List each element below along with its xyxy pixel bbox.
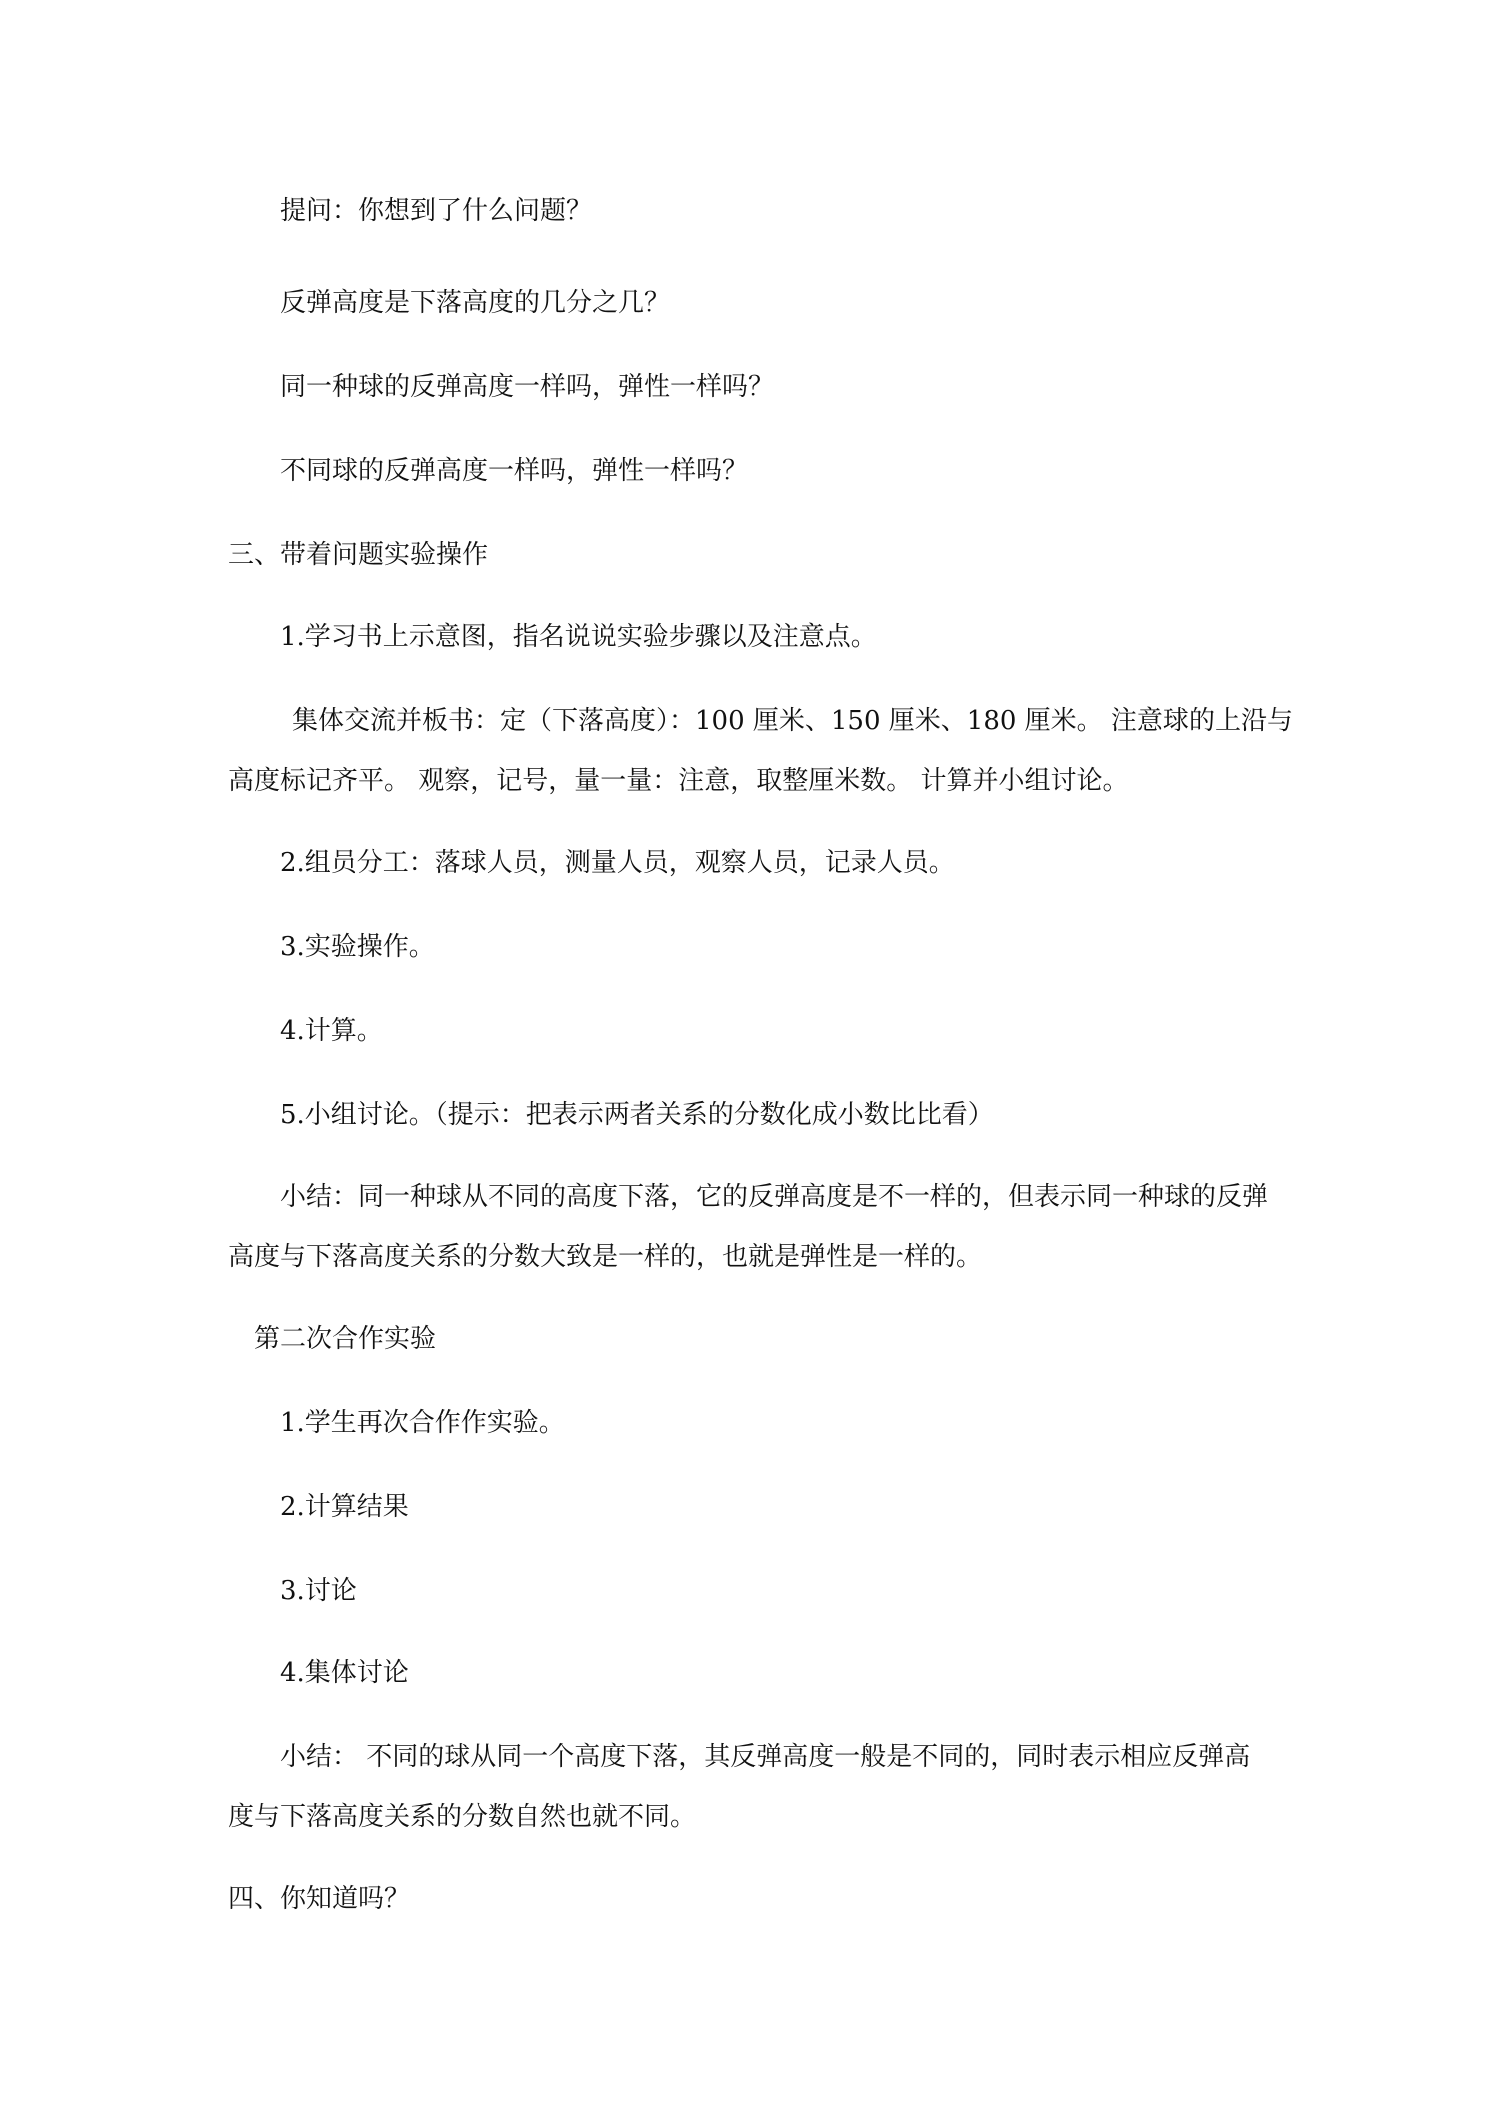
step-item: 2.组员分工：落球人员，测量人员，观察人员，记录人员。 — [280, 848, 955, 878]
question-item: 不同球的反弹高度一样吗，弹性一样吗？ — [280, 456, 749, 486]
step-item: 5.小组讨论。（提示：把表示两者关系的分数化成小数比比看） — [280, 1100, 994, 1130]
step-item: 3.实验操作。 — [280, 932, 435, 962]
step-item: 4.计算。 — [280, 1016, 383, 1046]
step-item: 2.计算结果 — [280, 1492, 409, 1522]
summary-line: 高度与下落高度关系的分数大致是一样的，也就是弹性是一样的。 — [228, 1242, 983, 1272]
question-item: 同一种球的反弹高度一样吗，弹性一样吗？ — [280, 372, 775, 402]
paragraph-line: 高度标记齐平。 观察，记号，量一量：注意，取整厘米数。 计算并小组讨论。 — [228, 766, 1129, 796]
question-prompt: 提问：你想到了什么问题？ — [280, 196, 593, 226]
step-item: 3.讨论 — [280, 1576, 357, 1606]
step-item: 4.集体讨论 — [280, 1658, 409, 1688]
step-item: 1.学生再次合作作实验。 — [280, 1408, 565, 1438]
step-item: 1.学习书上示意图，指名说说实验步骤以及注意点。 — [280, 622, 877, 652]
summary-line: 小结： 不同的球从同一个高度下落，其反弹高度一般是不同的，同时表示相应反弹高 — [280, 1742, 1251, 1772]
section-heading: 四、你知道吗？ — [228, 1884, 411, 1914]
subsection-heading: 第二次合作实验 — [254, 1324, 437, 1354]
summary-line: 度与下落高度关系的分数自然也就不同。 — [228, 1802, 697, 1832]
question-item: 反弹高度是下落高度的几分之几？ — [280, 288, 671, 318]
paragraph-line: 集体交流并板书：定（下落高度）：100 厘米、150 厘米、180 厘米。 注意球的上沿与 — [292, 706, 1293, 736]
summary-line: 小结：同一种球从不同的高度下落，它的反弹高度是不一样的，但表示同一种球的反弹 — [280, 1182, 1269, 1212]
section-heading: 三、带着问题实验操作 — [228, 540, 489, 570]
